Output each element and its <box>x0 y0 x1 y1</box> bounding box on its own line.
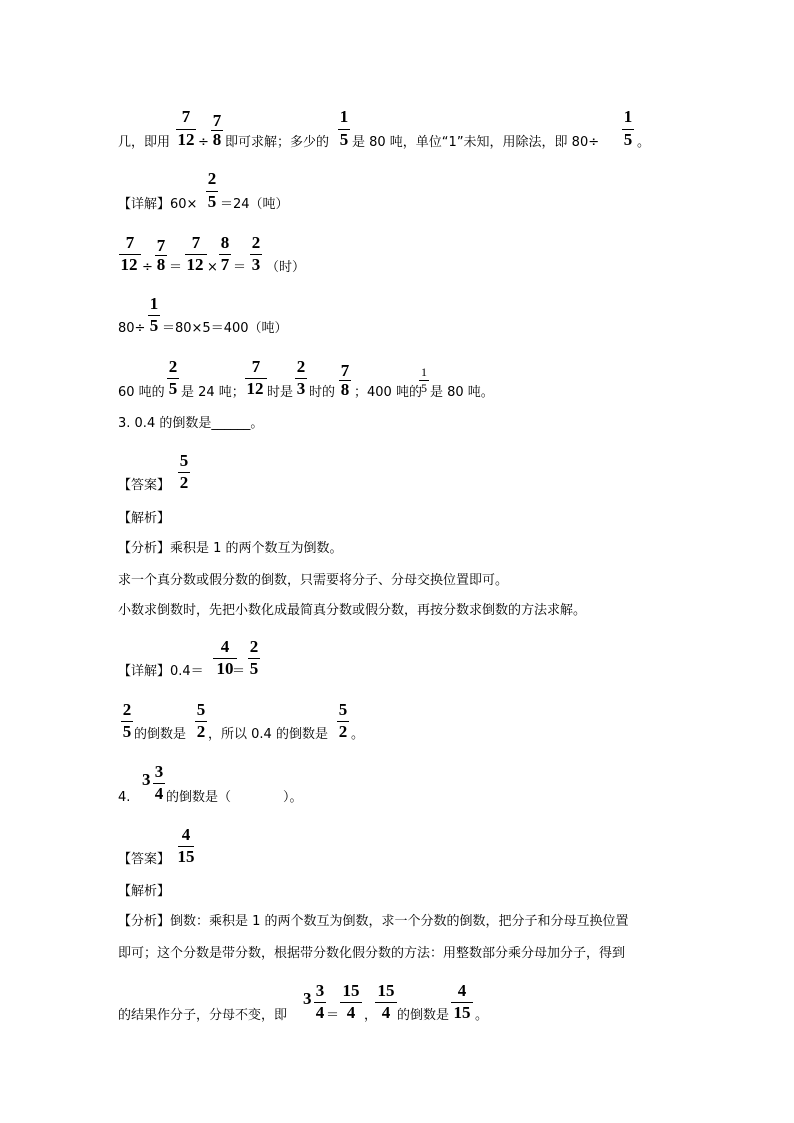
fraction-denominator: 8 <box>212 130 222 149</box>
analysis-heading: 【解析】 <box>118 511 171 526</box>
text: 几，即用 <box>118 135 171 150</box>
fraction-denominator: 3 <box>251 255 261 274</box>
fraction-denominator: 5 <box>249 659 259 678</box>
question-number: 4. <box>118 790 131 805</box>
mixed-whole: 3 <box>142 770 151 789</box>
fraction-numerator: 2 <box>207 169 217 188</box>
text: 是 80 吨。 <box>430 385 494 400</box>
text: 的倒数是（ ）。 <box>166 790 303 805</box>
fraction-denominator: 5 <box>168 379 178 398</box>
fraction-numerator: 2 <box>296 357 306 376</box>
fraction-denominator: 3 <box>296 379 306 398</box>
text: ， <box>364 1008 378 1023</box>
fraction-numerator: 1 <box>339 107 349 126</box>
text: 的倒数是 <box>397 1008 450 1023</box>
text: ＝24（吨） <box>220 197 289 212</box>
analysis-text: 【分析】乘积是 1 的两个数互为倒数。 <box>118 541 343 556</box>
fraction-numerator: 3 <box>154 762 164 781</box>
fraction-denominator: 15 <box>177 847 195 866</box>
fraction-numerator: 5 <box>179 451 189 470</box>
fraction-denominator: 4 <box>315 1003 325 1022</box>
fraction-denominator: 12 <box>120 255 138 274</box>
fraction-numerator: 15 <box>342 981 360 1000</box>
fraction-denominator: 12 <box>246 379 264 398</box>
operator: ＝ <box>232 664 246 679</box>
analysis-text: 求一个真分数或假分数的倒数，只需要将分子、分母交换位置即可。 <box>118 573 509 588</box>
analysis-text: 即可；这个分数是带分数，根据带分数化假分数的方法：用整数部分乘分母加分子，得到 <box>118 946 626 961</box>
fraction-numerator: 3 <box>315 981 325 1000</box>
text: 。 <box>351 727 365 742</box>
fraction-numerator: 5 <box>196 700 206 719</box>
fraction-denominator: 5 <box>122 722 132 741</box>
operator: ＝ <box>326 1008 340 1023</box>
fraction-numerator: 15 <box>377 981 395 1000</box>
operator: ＝ <box>233 260 247 275</box>
mixed-whole: 3 <box>303 989 312 1008</box>
operator: ÷ <box>142 260 153 275</box>
text: 是 24 吨； <box>181 385 245 400</box>
fraction-numerator: 1 <box>421 365 427 379</box>
operator: ＝ <box>169 260 183 275</box>
fraction-denominator: 5 <box>207 192 217 211</box>
text: 【详解】60× <box>118 197 198 212</box>
question-3: 3. 0.4 的倒数是______。 <box>118 416 264 431</box>
fraction-denominator: 5 <box>421 381 427 395</box>
analysis-text: 【分析】倒数：乘积是 1 的两个数互为倒数，求一个分数的倒数，把分子和分母互换位置 <box>118 914 629 929</box>
text: 。 <box>637 135 651 150</box>
text: 【详解】0.4＝ <box>118 664 204 679</box>
fraction-numerator: 5 <box>338 700 348 719</box>
analysis-text: 小数求倒数时，先把小数化成最简真分数或假分数，再按分数求倒数的方法求解。 <box>118 603 587 618</box>
fraction-denominator: 15 <box>453 1003 471 1022</box>
text: 。 <box>475 1008 489 1023</box>
fraction-numerator: 2 <box>249 637 259 656</box>
text: ，所以 0.4 的倒数是 <box>208 727 328 742</box>
fraction-denominator: 4 <box>346 1003 356 1022</box>
text: 即可求解；多少的 <box>225 135 330 150</box>
text: 的倒数是 <box>134 727 187 742</box>
fraction-numerator: 7 <box>212 111 222 130</box>
operator: × <box>207 260 218 275</box>
fraction-numerator: 1 <box>149 294 159 313</box>
fraction-denominator: 12 <box>186 255 204 274</box>
fraction-denominator: 7 <box>220 255 230 274</box>
fraction-numerator: 7 <box>125 233 135 252</box>
text: （时） <box>266 260 306 275</box>
fraction-numerator: 4 <box>457 981 467 1000</box>
text: 的结果作分子，分母不变，即 <box>118 1008 288 1023</box>
text: 时是 <box>267 385 294 400</box>
fraction-numerator: 2 <box>251 233 261 252</box>
fraction-numerator: 4 <box>181 825 191 844</box>
fraction-numerator: 4 <box>220 637 230 656</box>
text: 80÷ <box>118 321 146 336</box>
fraction-numerator: 7 <box>181 107 191 126</box>
fraction-denominator: 5 <box>623 130 633 149</box>
fraction-denominator: 5 <box>339 130 349 149</box>
fraction-numerator: 7 <box>156 236 166 255</box>
fraction-numerator: 2 <box>122 700 132 719</box>
fraction-denominator: 8 <box>156 255 166 274</box>
text: 时的 <box>309 385 336 400</box>
fraction-denominator: 8 <box>340 380 350 399</box>
text: 是 80 吨，单位“1”未知，用除法，即 80÷ <box>352 135 600 150</box>
text: ＝80×5＝400（吨） <box>162 321 288 336</box>
fraction-numerator: 7 <box>191 233 201 252</box>
fraction-denominator: 4 <box>381 1003 391 1022</box>
fraction-numerator: 2 <box>168 357 178 376</box>
fraction-denominator: 2 <box>338 722 348 741</box>
fraction-denominator: 4 <box>154 784 164 803</box>
fraction-denominator: 2 <box>179 473 189 492</box>
fraction-denominator: 5 <box>149 316 159 335</box>
fraction-numerator: 7 <box>340 361 350 380</box>
fraction-numerator: 8 <box>220 233 230 252</box>
text: 60 吨的 <box>118 385 165 400</box>
answer-label: 【答案】 <box>118 478 171 493</box>
analysis-heading: 【解析】 <box>118 884 171 899</box>
fraction-denominator: 2 <box>196 722 206 741</box>
operator: ÷ <box>198 135 209 150</box>
fraction-denominator: 10 <box>216 659 234 678</box>
text: ；400 吨的 <box>354 385 422 400</box>
fraction-numerator: 7 <box>251 357 261 376</box>
fraction-numerator: 1 <box>623 107 633 126</box>
fraction-denominator: 12 <box>177 130 195 149</box>
answer-label: 【答案】 <box>118 852 171 867</box>
